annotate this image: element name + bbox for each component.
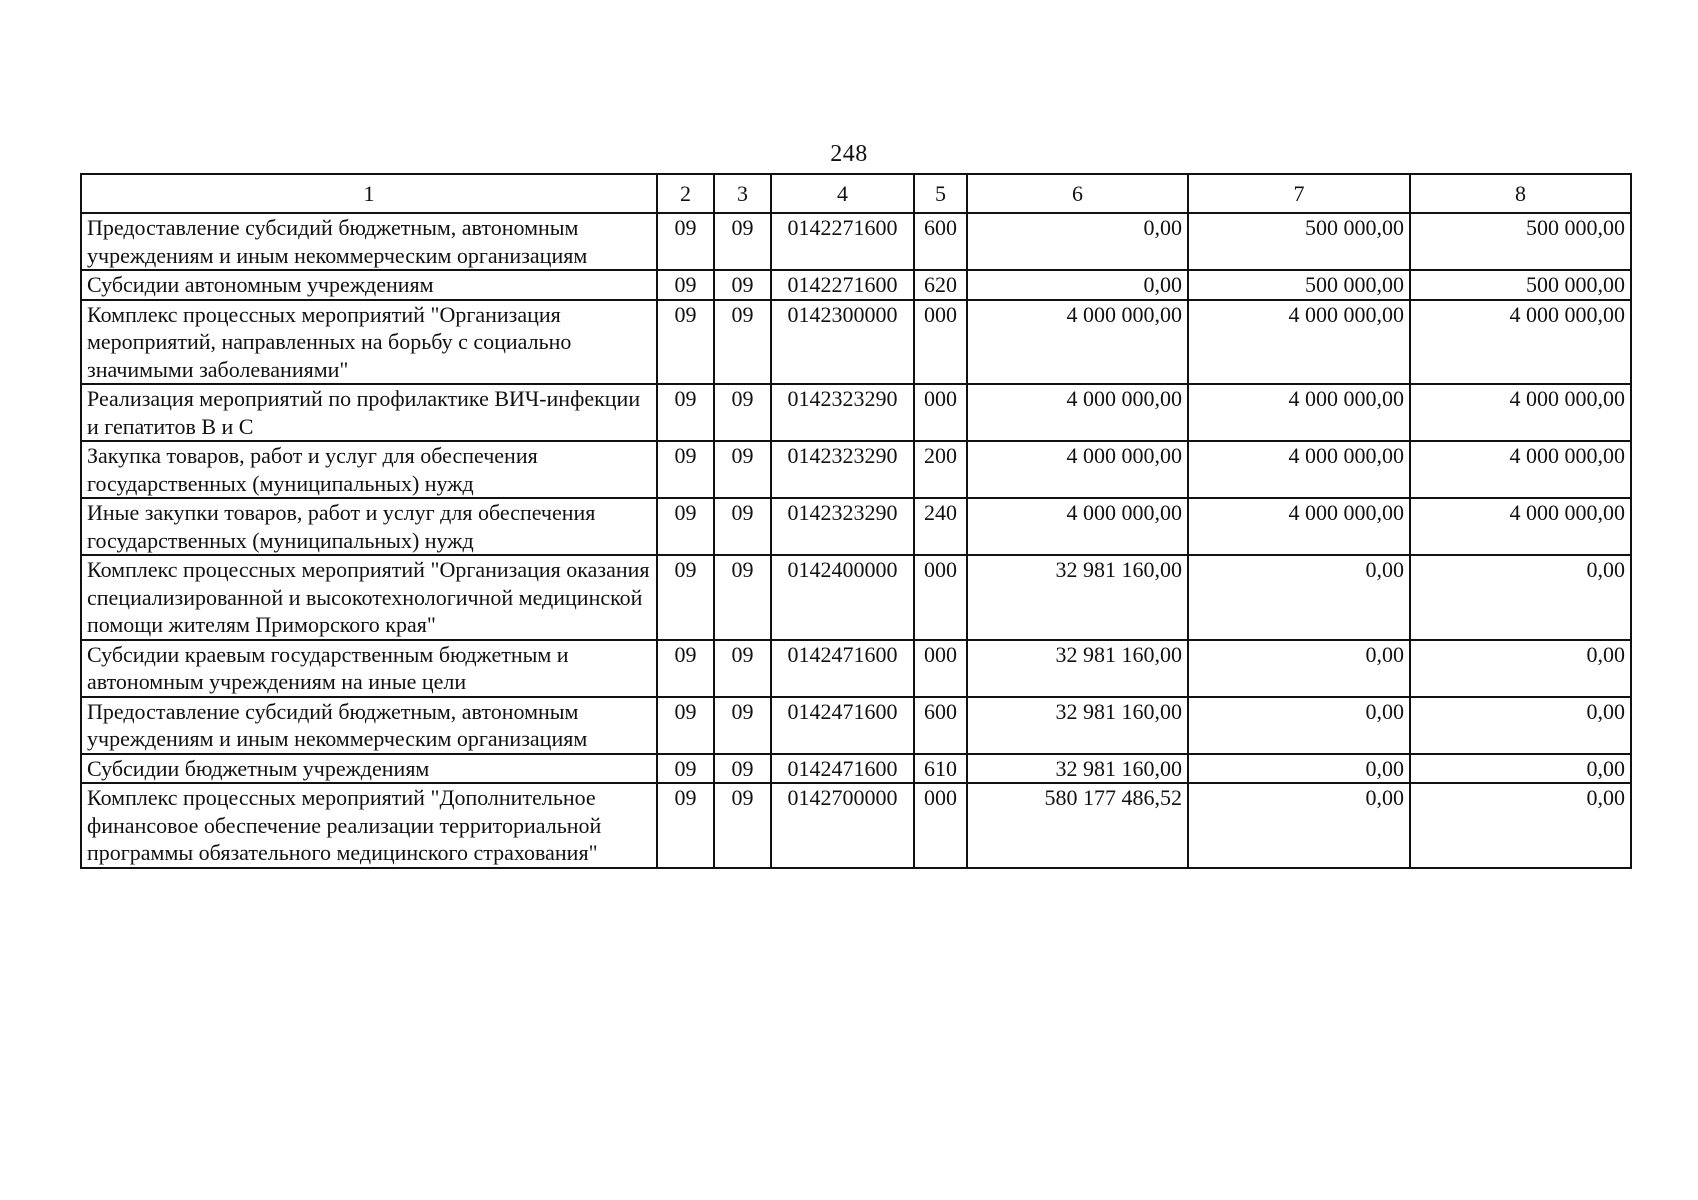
subsection-code-cell: 09 [714, 555, 771, 640]
amount-col8-cell: 4 000 000,00 [1410, 384, 1631, 441]
table-row [81, 498, 1631, 555]
amount-col8-cell: 500 000,00 [1410, 213, 1631, 270]
header-cell: 2 [657, 174, 714, 213]
amount-col6-cell: 4 000 000,00 [967, 300, 1188, 385]
amount-col7-cell: 4 000 000,00 [1188, 300, 1410, 385]
header-row [81, 174, 1631, 213]
section-code-cell: 09 [657, 441, 714, 498]
row-name-cell: Иные закупки товаров, работ и услуг для обеспечения государственных (муниципальных) нужд [81, 498, 657, 555]
expense-type-cell: 000 [914, 300, 967, 385]
amount-col7-cell: 0,00 [1188, 754, 1410, 784]
header-cell: 4 [771, 174, 914, 213]
amount-col7-cell: 0,00 [1188, 697, 1410, 754]
amount-col6-cell: 4 000 000,00 [967, 498, 1188, 555]
target-article-cell: 0142700000 [771, 783, 914, 868]
amount-col6-cell: 4 000 000,00 [967, 441, 1188, 498]
target-article-cell: 0142271600 [771, 213, 914, 270]
amount-col8-cell: 0,00 [1410, 754, 1631, 784]
expense-type-cell: 000 [914, 783, 967, 868]
amount-col6-cell: 0,00 [967, 213, 1188, 270]
section-code-cell: 09 [657, 213, 714, 270]
amount-col8-cell: 0,00 [1410, 555, 1631, 640]
table-row [81, 555, 1631, 640]
amount-col8-cell: 500 000,00 [1410, 270, 1631, 300]
expense-type-cell: 600 [914, 697, 967, 754]
row-name-cell: Предоставление субсидий бюджетным, автономным учреждениям и иным некоммерческим организациям [81, 697, 657, 754]
target-article-cell: 0142400000 [771, 555, 914, 640]
header-cell: 6 [967, 174, 1188, 213]
subsection-code-cell: 09 [714, 300, 771, 385]
amount-col7-cell: 500 000,00 [1188, 213, 1410, 270]
subsection-code-cell: 09 [714, 498, 771, 555]
subsection-code-cell: 09 [714, 697, 771, 754]
section-code-cell: 09 [657, 270, 714, 300]
section-code-cell: 09 [657, 300, 714, 385]
expense-type-cell: 000 [914, 640, 967, 697]
budget-table [80, 173, 1632, 869]
target-article-cell: 0142300000 [771, 300, 914, 385]
amount-col6-cell: 32 981 160,00 [967, 640, 1188, 697]
subsection-code-cell: 09 [714, 783, 771, 868]
expense-type-cell: 240 [914, 498, 967, 555]
row-name-cell: Реализация мероприятий по профилактике ВИЧ-инфекции и гепатитов B и C [81, 384, 657, 441]
table-row [81, 441, 1631, 498]
amount-col6-cell: 580 177 486,52 [967, 783, 1188, 868]
table-row [81, 213, 1631, 270]
target-article-cell: 0142323290 [771, 384, 914, 441]
amount-col7-cell: 4 000 000,00 [1188, 498, 1410, 555]
amount-col7-cell: 500 000,00 [1188, 270, 1410, 300]
amount-col6-cell: 32 981 160,00 [967, 697, 1188, 754]
expense-type-cell: 000 [914, 384, 967, 441]
expense-type-cell: 600 [914, 213, 967, 270]
row-name-cell: Комплекс процессных мероприятий "Дополнительное финансовое обеспечение реализации территориальной программы обязательного медицинского страхования" [81, 783, 657, 868]
amount-col6-cell: 32 981 160,00 [967, 555, 1188, 640]
table-body [81, 213, 1631, 868]
section-code-cell: 09 [657, 555, 714, 640]
amount-col7-cell: 0,00 [1188, 555, 1410, 640]
target-article-cell: 0142471600 [771, 640, 914, 697]
amount-col8-cell: 0,00 [1410, 697, 1631, 754]
expense-type-cell: 000 [914, 555, 967, 640]
amount-col6-cell: 0,00 [967, 270, 1188, 300]
amount-col7-cell: 4 000 000,00 [1188, 441, 1410, 498]
section-code-cell: 09 [657, 754, 714, 784]
table-row [81, 754, 1631, 784]
table-row [81, 783, 1631, 868]
table-row [81, 384, 1631, 441]
subsection-code-cell: 09 [714, 441, 771, 498]
page-number: 248 [830, 141, 868, 167]
expense-type-cell: 620 [914, 270, 967, 300]
subsection-code-cell: 09 [714, 640, 771, 697]
subsection-code-cell: 09 [714, 270, 771, 300]
section-code-cell: 09 [657, 640, 714, 697]
table-row [81, 697, 1631, 754]
target-article-cell: 0142471600 [771, 697, 914, 754]
header-cell: 7 [1188, 174, 1410, 213]
row-name-cell: Предоставление субсидий бюджетным, автономным учреждениям и иным некоммерческим организациям [81, 213, 657, 270]
header-cell: 3 [714, 174, 771, 213]
section-code-cell: 09 [657, 697, 714, 754]
section-code-cell: 09 [657, 384, 714, 441]
target-article-cell: 0142323290 [771, 441, 914, 498]
amount-col6-cell: 32 981 160,00 [967, 754, 1188, 784]
header-cell: 5 [914, 174, 967, 213]
target-article-cell: 0142271600 [771, 270, 914, 300]
expense-type-cell: 610 [914, 754, 967, 784]
amount-col6-cell: 4 000 000,00 [967, 384, 1188, 441]
table-row [81, 640, 1631, 697]
amount-col8-cell: 4 000 000,00 [1410, 441, 1631, 498]
subsection-code-cell: 09 [714, 754, 771, 784]
row-name-cell: Субсидии бюджетным учреждениям [81, 754, 657, 784]
target-article-cell: 0142471600 [771, 754, 914, 784]
row-name-cell: Закупка товаров, работ и услуг для обеспечения государственных (муниципальных) нужд [81, 441, 657, 498]
amount-col7-cell: 0,00 [1188, 640, 1410, 697]
amount-col8-cell: 0,00 [1410, 783, 1631, 868]
amount-col8-cell: 4 000 000,00 [1410, 498, 1631, 555]
row-name-cell: Субсидии автономным учреждениям [81, 270, 657, 300]
row-name-cell: Комплекс процессных мероприятий "Организация мероприятий, направленных на борьбу с социально значимыми заболеваниями" [81, 300, 657, 385]
subsection-code-cell: 09 [714, 213, 771, 270]
section-code-cell: 09 [657, 498, 714, 555]
amount-col8-cell: 0,00 [1410, 640, 1631, 697]
section-code-cell: 09 [657, 783, 714, 868]
table-row [81, 300, 1631, 385]
row-name-cell: Комплекс процессных мероприятий "Организация оказания специализированной и высокотехнологичной медицинской помощи жителям Приморского края" [81, 555, 657, 640]
header-cell: 8 [1410, 174, 1631, 213]
target-article-cell: 0142323290 [771, 498, 914, 555]
table-row [81, 270, 1631, 300]
expense-type-cell: 200 [914, 441, 967, 498]
amount-col8-cell: 4 000 000,00 [1410, 300, 1631, 385]
subsection-code-cell: 09 [714, 384, 771, 441]
header-cell: 1 [81, 174, 657, 213]
amount-col7-cell: 4 000 000,00 [1188, 384, 1410, 441]
amount-col7-cell: 0,00 [1188, 783, 1410, 868]
row-name-cell: Субсидии краевым государственным бюджетным и автономным учреждениям на иные цели [81, 640, 657, 697]
